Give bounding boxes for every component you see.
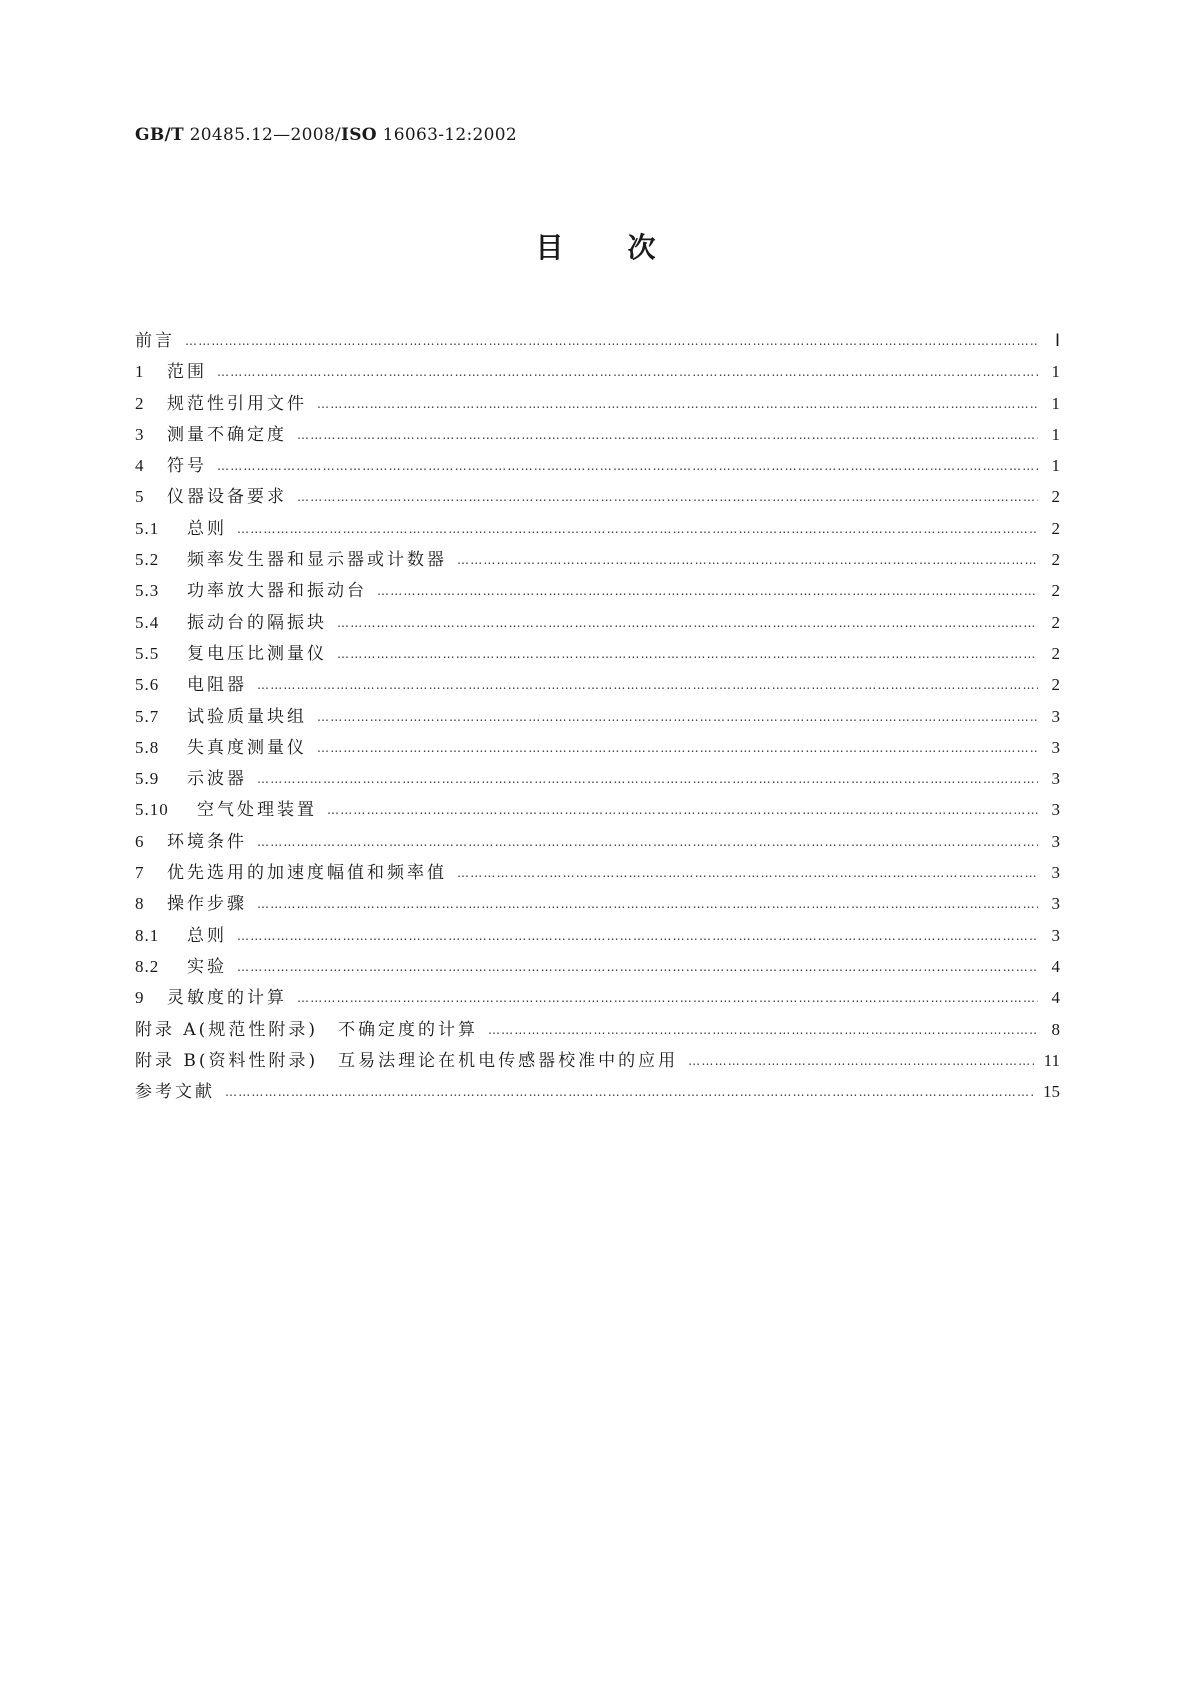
- toc-entry-page: 2: [1051, 643, 1060, 663]
- toc-dot-leader: [297, 490, 1038, 504]
- document-header: [135, 125, 517, 145]
- toc-entry-number: 5.9: [135, 769, 160, 789]
- toc-entry-page: 3: [1051, 831, 1060, 851]
- toc-entry-page: 3: [1051, 863, 1060, 883]
- toc-entry[interactable]: [135, 639, 1060, 670]
- toc-entry-number: 5: [135, 487, 145, 507]
- toc-dot-leader: [457, 553, 1038, 567]
- toc-entry[interactable]: [135, 733, 1060, 764]
- toc-entry-number: 4: [135, 456, 145, 476]
- toc-entry-title: 参考文献: [135, 1082, 215, 1103]
- toc-entry-page: 4: [1051, 988, 1060, 1008]
- toc-dot-leader: [457, 866, 1038, 880]
- toc-entry-page: 1: [1051, 456, 1060, 476]
- toc-entry-page: 3: [1051, 706, 1060, 726]
- toc-entry-title: 范围: [167, 362, 207, 383]
- toc-dot-leader: [237, 522, 1038, 536]
- toc-entry-title: 振动台的隔振块: [187, 612, 327, 633]
- toc-entry-page: 3: [1051, 737, 1060, 757]
- toc-dot-leader: [317, 710, 1038, 724]
- toc-entry-page: 3: [1051, 925, 1060, 945]
- toc-entry[interactable]: [135, 451, 1060, 482]
- toc-entry-title: 优先选用的加速度幅值和频率值: [167, 863, 447, 884]
- toc-entry-title: 灵敏度的计算: [167, 988, 287, 1009]
- toc-entry[interactable]: [135, 670, 1060, 701]
- page-title: 目次: [535, 231, 720, 264]
- toc-entry-title: 实验: [187, 956, 227, 977]
- toc-entry-page: 2: [1051, 612, 1060, 632]
- toc-entry[interactable]: [135, 1077, 1060, 1108]
- standard-prefix: GB/T: [135, 125, 184, 145]
- toc-entry-title: 复电压比测量仪: [187, 643, 327, 664]
- toc-entry-page: 1: [1051, 362, 1060, 382]
- toc-entry-title: 频率发生器和显示器或计数器: [187, 550, 447, 571]
- toc-entry-number: 5.2: [135, 550, 160, 570]
- toc-entry-page: 8: [1051, 1019, 1060, 1039]
- toc-dot-leader: [217, 459, 1038, 473]
- toc-entry-title: 总则: [187, 518, 227, 539]
- toc-dot-leader: [237, 929, 1038, 943]
- toc-entry-title: 环境条件: [167, 831, 247, 852]
- toc-entry-title: 附录 A(规范性附录) 不确定度的计算: [135, 1019, 478, 1040]
- toc-entry[interactable]: [135, 702, 1060, 733]
- toc-entry-number: 8.2: [135, 956, 160, 976]
- toc-entry[interactable]: [135, 420, 1060, 451]
- toc-entry-title: 仪器设备要求: [167, 487, 287, 508]
- toc-dot-leader: [185, 334, 1038, 348]
- toc-dot-leader: [688, 1054, 1033, 1068]
- toc-entry-page: 4: [1051, 956, 1060, 976]
- toc-entry-page: 2: [1051, 675, 1060, 695]
- toc-entry-title: 附录 B(资料性附录) 互易法理论在机电传感器校准中的应用: [135, 1050, 679, 1071]
- toc-entry-title: 符号: [167, 456, 207, 477]
- toc-entry[interactable]: [135, 389, 1060, 420]
- toc-entry-title: 测量不确定度: [167, 424, 287, 445]
- toc-entry[interactable]: [135, 952, 1060, 983]
- iso-prefix: ISO: [340, 125, 377, 145]
- toc-entry-number: 5.4: [135, 612, 160, 632]
- toc-entry[interactable]: [135, 827, 1060, 858]
- toc-entry-page: 2: [1051, 518, 1060, 538]
- toc-entry[interactable]: [135, 514, 1060, 545]
- toc-entry-number: 8.1: [135, 925, 160, 945]
- toc-entry-number: 5.5: [135, 643, 160, 663]
- toc-entry-page: 1: [1051, 393, 1060, 413]
- toc-entry-number: 3: [135, 424, 145, 444]
- toc-entry[interactable]: [135, 357, 1060, 388]
- toc-entry-page: 3: [1051, 769, 1060, 789]
- toc-dot-leader: [317, 741, 1038, 755]
- toc-dot-leader: [337, 616, 1038, 630]
- iso-number: 16063-12:2002: [376, 125, 517, 145]
- toc-entry-number: 5.8: [135, 737, 160, 757]
- toc-dot-leader: [337, 647, 1038, 661]
- toc-dot-leader: [217, 365, 1038, 379]
- toc-entry-number: 5.7: [135, 706, 160, 726]
- toc-entry-number: 8: [135, 894, 145, 914]
- toc-entry-number: 7: [135, 863, 145, 883]
- standard-number: 20485.12—2008/: [183, 125, 341, 145]
- toc-entry-title: 总则: [187, 925, 227, 946]
- toc-dot-leader: [297, 428, 1038, 442]
- toc-entry-title: 示波器: [187, 769, 247, 790]
- toc-entry-number: 5.10: [135, 800, 169, 820]
- toc-entry-page: 2: [1051, 550, 1060, 570]
- toc-entry-page: 1: [1051, 424, 1060, 444]
- toc-dot-leader: [257, 678, 1038, 692]
- toc-dot-leader: [377, 584, 1038, 598]
- toc-entry[interactable]: [135, 482, 1060, 513]
- toc-entry-number: 1: [135, 362, 145, 382]
- toc-entry-title: 空气处理装置: [197, 800, 317, 821]
- toc-dot-leader: [237, 960, 1038, 974]
- toc-entry-title: 功率放大器和振动台: [187, 581, 367, 602]
- toc-entry[interactable]: [135, 889, 1060, 920]
- toc-dot-leader: [488, 1023, 1038, 1037]
- toc-dot-leader: [257, 897, 1038, 911]
- toc-dot-leader: [225, 1085, 1033, 1099]
- toc-entry-page: Ⅰ: [1054, 331, 1060, 350]
- toc-entry[interactable]: [135, 921, 1060, 952]
- toc-entry-page: 3: [1051, 894, 1060, 914]
- toc-entry-number: 9: [135, 988, 145, 1008]
- toc-entry-page: 2: [1051, 487, 1060, 507]
- toc-entry-page: 2: [1051, 581, 1060, 601]
- toc-dot-leader: [317, 397, 1038, 411]
- toc-entry-page: 3: [1051, 800, 1060, 820]
- toc-entry-page: 15: [1043, 1082, 1060, 1102]
- toc-entry-title: 操作步骤: [167, 894, 247, 915]
- toc-entry[interactable]: [135, 1015, 1060, 1046]
- toc-entry[interactable]: [135, 983, 1060, 1014]
- toc-entry-page: 11: [1043, 1050, 1060, 1070]
- toc-entry[interactable]: [135, 1046, 1060, 1077]
- toc-entry[interactable]: [135, 326, 1060, 357]
- toc-entry[interactable]: [135, 545, 1060, 576]
- toc-entry[interactable]: [135, 608, 1060, 639]
- toc-entry-title: 规范性引用文件: [167, 393, 307, 414]
- toc-dot-leader: [257, 835, 1038, 849]
- toc-dot-leader: [257, 772, 1038, 786]
- toc-entry[interactable]: [135, 858, 1060, 889]
- toc-entry-title: 失真度测量仪: [187, 737, 307, 758]
- toc-entry-title: 电阻器: [187, 675, 247, 696]
- toc-entry[interactable]: [135, 764, 1060, 795]
- table-of-contents: [135, 326, 1060, 1108]
- toc-entry-number: 2: [135, 393, 145, 413]
- toc-entry-title: 前言: [135, 331, 175, 351]
- toc-dot-leader: [297, 991, 1038, 1005]
- toc-entry-number: 5.1: [135, 518, 160, 538]
- toc-entry[interactable]: [135, 576, 1060, 607]
- toc-entry-number: 5.3: [135, 581, 160, 601]
- toc-entry-number: 5.6: [135, 675, 160, 695]
- toc-entry[interactable]: [135, 795, 1060, 826]
- toc-entry-title: 试验质量块组: [187, 706, 307, 727]
- toc-dot-leader: [327, 803, 1038, 817]
- toc-entry-number: 6: [135, 831, 145, 851]
